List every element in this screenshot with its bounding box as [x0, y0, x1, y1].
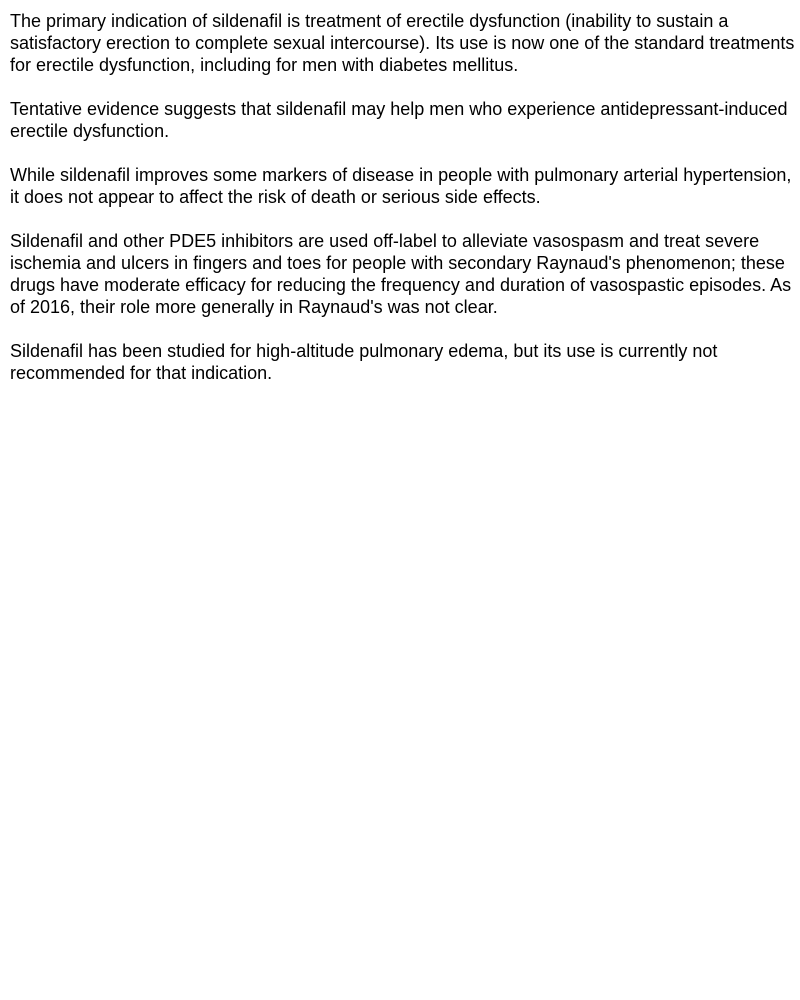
paragraph-antidepressant: Tentative evidence suggests that sildenafil may help men who experience antidepressant-induced erectile dysfunction.	[10, 99, 788, 141]
paragraph-raynauds: Sildenafil and other PDE5 inhibitors are used off-label to alleviate vasospasm and treat severe ischemia and ulcers in fingers and toes for people with secondary Raynaud's phenomenon; these drugs have moderate efficacy for reducing the frequency and duration of vasospastic episodes. As of 2016, their role more generally in Raynaud's was not clear.	[10, 231, 792, 317]
paragraph-primary-indication: The primary indication of sildenafil is treatment of erectile dysfunction (inability to sustain a satisfactory erection to complete sexual intercourse). Its use is now one of the standard treatments for erectile dysfunction, including for men with diabetes mellitus.	[10, 11, 795, 75]
document-body	[10, 10, 795, 406]
paragraph-high-altitude: Sildenafil has been studied for high-altitude pulmonary edema, but its use is currently not recommended for that indication.	[10, 341, 718, 383]
paragraph-pulmonary-hypertension: While sildenafil improves some markers of disease in people with pulmonary arterial hypertension, it does not appear to affect the risk of death or serious side effects.	[10, 165, 792, 207]
